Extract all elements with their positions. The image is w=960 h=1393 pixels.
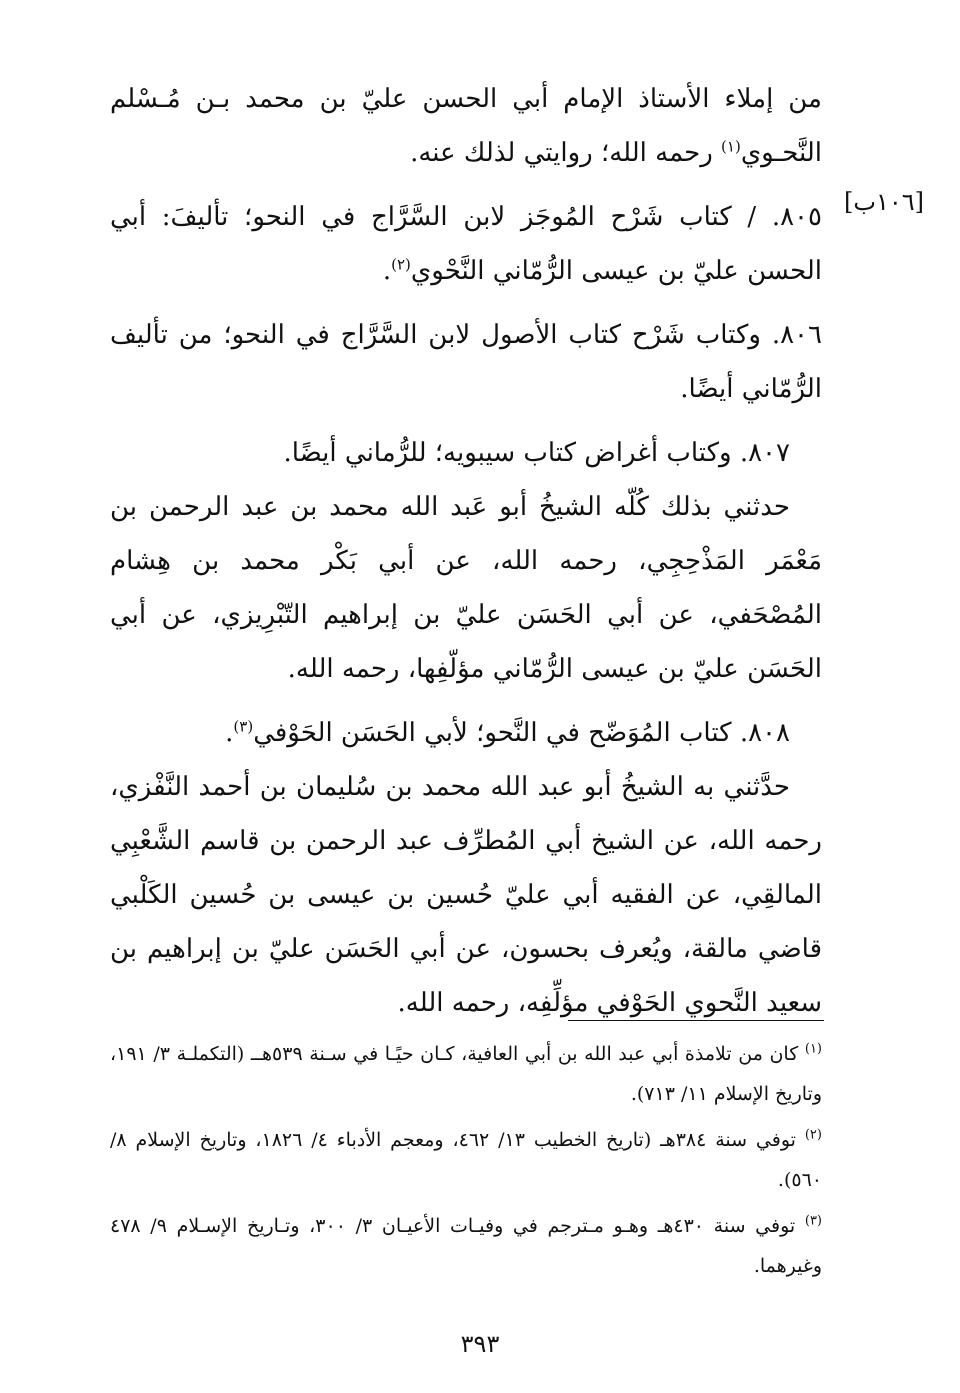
footnote-text: توفي سنة ٣٨٤هـ (تاريخ الخطيب ١٣/ ٤٦٢، ومعجم الأدباء ٤/ ١٨٢٦، وتاريخ الإسلام ٨/ ٥٦٠). [110,1129,822,1191]
paragraph-tail: . [225,718,234,748]
footnotes [110,1034,822,1292]
footnote-number: (١) [804,1041,822,1057]
entry-807 [110,426,822,480]
footnote-ref: (٣) [233,717,254,736]
footnote-separator [568,1020,824,1021]
paragraph-text: حدَّثني به الشيخُ أبو عبد الله محمد بن سُليمان بن أحمد النَّفْزي، رحمه الله، عن الشيخ أبي المُطرِّف عبد الرحمن بن قاسم الشَّعْبِي المالقِي، عن الفقيه أبي عليّ حُسين بن عيسى بن حُسين الكَلْبي قاضي مالقة، ويُعرف بحسون، عن أبي الحَسَن عليّ بن إبراهيم بن سعيد النَّحوي الحَوْفي مؤلِّفِه، رحمه الله. [110,772,822,1018]
isnad-paragraph-2 [110,760,822,1030]
paragraph-text: ٨٠٦. وكتاب شَرْح كتاب الأصول لابن السَّرَّاج في النحو؛ من تأليف الرُّمّاني أيضًا. [110,320,822,404]
paragraph-text: حدثني بذلك كُلّه الشيخُ أبو عَبد الله محمد بن عبد الرحمن بن مَعْمَر المَذْحِجِي، رحمه الله، عن أبي بَكْر محمد بن هِشام المُصْحَفي، عن أبي الحَسَن عليّ بن إبراهيم التّبْرِيزي، عن أبي الحَسَن عليّ بن عيسى الرُّمّاني مؤلّفِها، رحمه الله. [110,492,822,684]
entry-806 [110,308,822,416]
footnote-3 [110,1206,822,1286]
paragraph-text: ٨٠٧. وكتاب أغراض كتاب سيبويه؛ للرُّماني أيضًا. [283,438,790,468]
paragraph-intro [110,72,822,180]
page-number: ٣٩٣ [460,1330,500,1358]
footnote-2 [110,1120,822,1200]
footnote-text: توفي سنة ٤٣٠هـ وهـو مـترجم في وفيـات الأعيـان ٣/ ٣٠٠، وتـاريخ الإسـلام ٩/ ٤٧٨ وغيرهما. [110,1215,822,1277]
paragraph-text: من إملاء الأستاذ الإمام أبي الحسن عليّ بن محمد بـن مُـسْلم النَّحـوي [110,84,822,168]
footnote-1 [110,1034,822,1114]
footnote-ref: (١) [721,137,741,156]
main-text [110,72,822,1030]
footnote-number: (٣) [804,1213,822,1229]
isnad-paragraph-1 [110,480,822,696]
footnote-text: كان من تلامذة أبي عبد الله بن أبي العافية، كـان حيًـا في سـنة ٥٣٩هــ (التكملـة ٣/ ١٩١، وتاريخ الإسلام ١١/ ٧١٣). [110,1043,822,1105]
paragraph-tail: . [382,256,392,286]
paragraph-tail: رحمه الله؛ روايتي لذلك عنه. [410,138,722,168]
entry-805 [110,190,822,298]
entry-808 [110,706,822,760]
footnote-ref: (٢) [391,255,411,274]
footnote-number: (٢) [804,1127,822,1143]
paragraph-text: ٨٠٥. / كتاب شَرْح المُوجَز لابن السَّرَّاج في النحو؛ تأليفَ: أبي الحسن عليّ بن عيسى الرُّمّاني النَّحْوي [110,202,822,286]
margin-folio-marker: [١٠٦ب] [843,188,924,216]
paragraph-text: ٨٠٨. كتاب المُوَضّح في النَّحو؛ لأبي الحَسَن الحَوْفي [253,718,790,748]
